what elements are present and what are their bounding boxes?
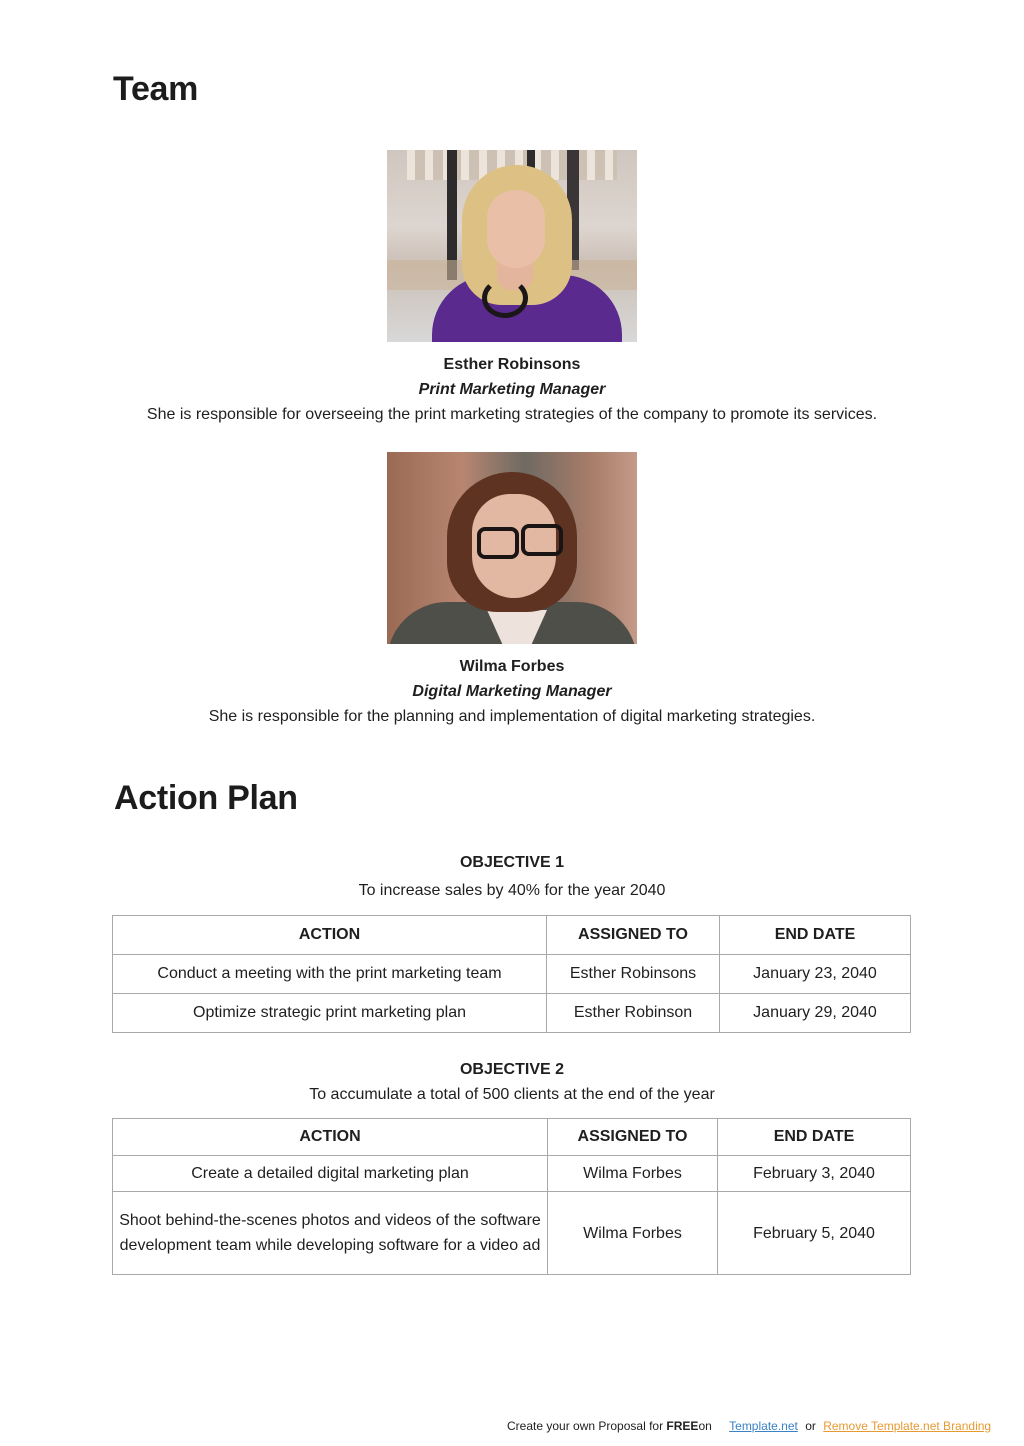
end-date-cell: January 29, 2040 [720,994,911,1033]
action-plan-heading: Action Plan [114,779,298,817]
member-role: Print Marketing Manager [418,381,606,398]
objective-2-table [112,1118,911,1275]
team-member-card [0,150,1024,427]
member-description: She is responsible for the planning and implementation of digital marketing strategies. [208,708,816,725]
objective-title: OBJECTIVE 1 [459,854,565,871]
table-header-row [113,916,911,955]
column-header-end-date: END DATE [718,1119,911,1156]
footer-on-text: on [698,1419,712,1433]
action-cell: Create a detailed digital marketing plan [113,1156,548,1192]
assigned-to-cell: Esther Robinson [547,994,720,1033]
column-header-assigned-to: ASSIGNED TO [548,1119,718,1156]
footer-or-text: or [805,1419,816,1433]
member-photo-esther [387,150,637,342]
end-date-cell: February 3, 2040 [718,1156,911,1192]
template-net-link[interactable]: Template.net [729,1419,798,1433]
table-header-row [113,1119,911,1156]
column-header-action: ACTION [113,916,547,955]
objective-description: To accumulate a total of 500 clients at the end of the year [309,1086,715,1103]
table-row [113,1156,911,1192]
team-heading: Team [113,70,199,108]
assigned-to-cell: Esther Robinsons [547,955,720,994]
objective-header [0,851,1024,903]
member-name: Esther Robinsons [443,356,581,373]
branding-footer [507,1419,991,1433]
end-date-cell: February 5, 2040 [718,1192,911,1275]
objective-description: To increase sales by 40% for the year 2040 [358,882,666,899]
member-description: She is responsible for overseeing the print marketing strategies of the company to promote its services. [146,406,878,423]
team-member-card [0,452,1024,729]
member-name: Wilma Forbes [459,658,565,675]
assigned-to-cell: Wilma Forbes [548,1192,718,1275]
column-header-assigned-to: ASSIGNED TO [547,916,720,955]
assigned-to-cell: Wilma Forbes [548,1156,718,1192]
member-role: Digital Marketing Manager [412,683,612,700]
remove-branding-link[interactable]: Remove Template.net Branding [823,1419,992,1433]
table-row [113,955,911,994]
footer-prefix-text: Create your own Proposal for [507,1419,664,1433]
footer-free-text: FREE [666,1419,699,1433]
action-cell: Optimize strategic print marketing plan [113,994,547,1033]
objective-header [0,1058,1024,1107]
action-cell: Shoot behind-the-scenes photos and videos of the software development team while developing software for a video ad [113,1192,548,1275]
member-photo-wilma [387,452,637,644]
table-row [113,994,911,1033]
objective-1-table [112,915,911,1033]
objective-title: OBJECTIVE 2 [459,1061,565,1078]
column-header-action: ACTION [113,1119,548,1156]
action-cell: Conduct a meeting with the print marketing team [113,955,547,994]
end-date-cell: January 23, 2040 [720,955,911,994]
table-row [113,1192,911,1275]
column-header-end-date: END DATE [720,916,911,955]
